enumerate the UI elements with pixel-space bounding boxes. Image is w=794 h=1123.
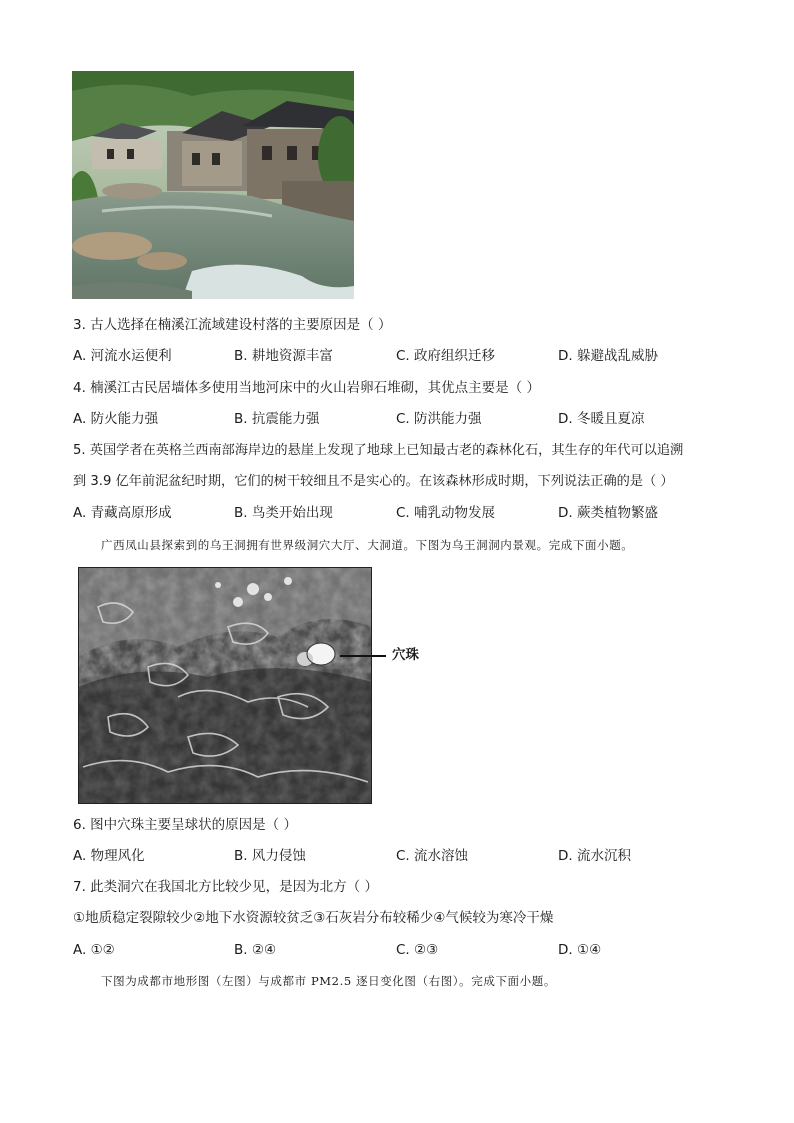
q4-option-c: C. 防洪能力强: [396, 411, 482, 427]
question-6-stem: 6. 图中穴珠主要呈球状的原因是（ ）: [73, 817, 297, 833]
question-5-stem-line1: 5. 英国学者在英格兰西南部海岸边的悬崖上发现了地球上已知最古老的森林化石，其生存的年代可以追溯: [73, 443, 684, 458]
q5-option-a: A. 青藏高原形成: [73, 505, 172, 521]
q3-option-a: A. 河流水运便利: [73, 348, 172, 364]
q6-option-d: D. 流水沉积: [558, 848, 631, 864]
q6-option-b: B. 风力侵蚀: [234, 848, 306, 864]
q3-option-c: C. 政府组织迁移: [396, 348, 496, 364]
q6-option-a: A. 物理风化: [73, 848, 145, 864]
cave-pearl-label: 穴珠: [392, 647, 419, 663]
village-photo: [72, 71, 354, 299]
q4-option-b: B. 抗震能力强: [234, 411, 320, 427]
q5-option-c: C. 哺乳动物发展: [396, 505, 496, 521]
question-3-stem: 3. 古人选择在楠溪江流域建设村落的主要原因是（ ）: [73, 317, 392, 333]
chengdu-intro: 下图为成都市地形图（左图）与成都市 PM2.5 逐日变化图（右图）。完成下面小题。: [101, 974, 556, 988]
question-4-stem: 4. 楠溪江古民居墙体多使用当地河床中的火山岩卵石堆砌，其优点主要是（ ）: [73, 380, 540, 396]
q7-option-a: A. ①②: [73, 942, 115, 958]
question-7-stem: 7. 此类洞穴在我国北方比较少见，是因为北方（ ）: [73, 879, 378, 895]
q3-option-b: B. 耕地资源丰富: [234, 348, 333, 364]
q4-option-d: D. 冬暖且夏凉: [558, 411, 645, 427]
q5-option-b: B. 鸟类开始出现: [234, 505, 333, 521]
q7-option-d: D. ①④: [558, 942, 602, 958]
q6-option-c: C. 流水溶蚀: [396, 848, 469, 864]
question-7-conditions: ①地质稳定裂隙较少②地下水资源较贫乏③石灰岩分布较稀少④气候较为寒冷干燥: [73, 910, 554, 926]
cave-photo: [78, 567, 372, 804]
cave-passage-intro: 广西凤山县探索到的乌王洞拥有世界级洞穴大厅、大洞道。下图为乌王洞洞内景观。完成下面小题。: [101, 538, 634, 552]
q4-option-a: A. 防火能力强: [73, 411, 159, 427]
q3-option-d: D. 躲避战乱威胁: [558, 348, 658, 364]
q7-option-b: B. ②④: [234, 942, 277, 958]
question-5-stem-line2: 到 3.9 亿年前泥盆纪时期，它们的树干较细且不是实心的。在该森林形成时期，下列说法正确的是（ ）: [73, 474, 674, 489]
q5-option-d: D. 蕨类植物繁盛: [558, 505, 658, 521]
q7-option-c: C. ②③: [396, 942, 439, 958]
pearl-pointer-line: [340, 655, 386, 657]
